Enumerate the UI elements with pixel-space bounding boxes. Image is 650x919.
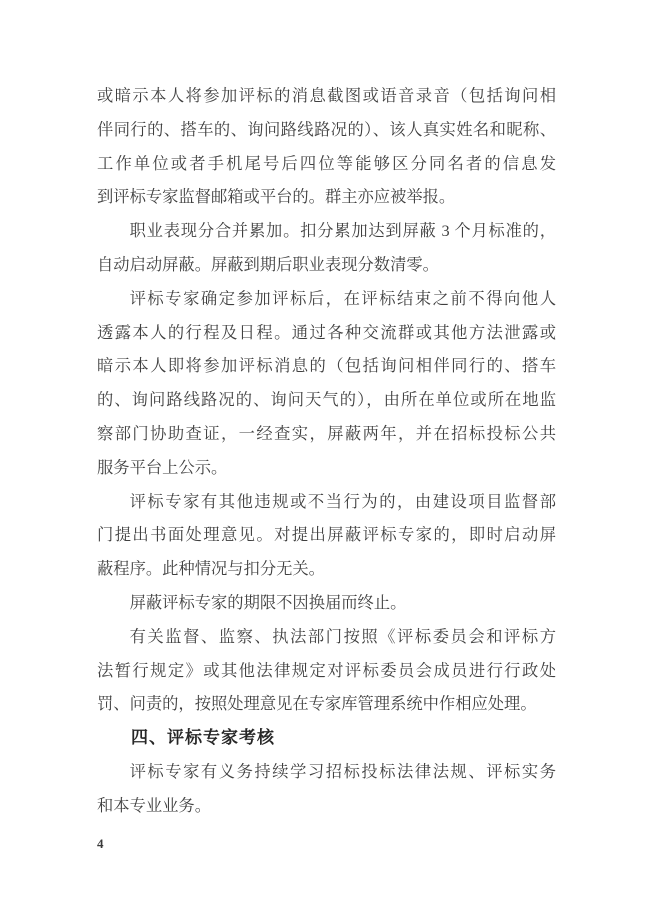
paragraph-line: 的、询问路线路况的、询问天气的），由所在单位或所在地监 bbox=[97, 390, 556, 410]
paragraph-line: 暗示本人即将参加评标消息的（包括询问相伴同行的、搭车 bbox=[97, 356, 556, 376]
paragraph-line: 评标专家有其他违规或不当行为的，由建设项目监督部 bbox=[129, 491, 556, 511]
document-text bbox=[97, 79, 556, 823]
paragraph-line: 有关监督、监察、执法部门按照《评标委员会和评标方 bbox=[129, 626, 556, 646]
paragraph-line: 或暗示本人将参加评标的消息截图或语音录音（包括询问相 bbox=[97, 86, 556, 105]
paragraph-line: 工作单位或者手机尾号后四位等能够区分同名者的信息发 bbox=[97, 153, 556, 173]
paragraph-line: 评标专家有义务持续学习招标投标法律法规、评标实务 bbox=[129, 761, 556, 781]
section-heading: 四、评标专家考核 bbox=[131, 728, 275, 748]
paragraph-line: 和本专业业务。 bbox=[97, 795, 211, 815]
page-number: 4 bbox=[97, 836, 104, 851]
paragraph-line: 服务平台上公示。 bbox=[97, 457, 228, 477]
paragraph-line: 察部门协助查证，一经查实，屏蔽两年，并在招标投标公共 bbox=[97, 423, 556, 443]
paragraph-line: 自动启动屏蔽。屏蔽到期后职业表现分数清零。 bbox=[97, 254, 439, 274]
paragraph-line: 罚、问责的，按照处理意见在专家库管理系统中作相应处理。 bbox=[97, 694, 537, 714]
paragraph-line: 透露本人的行程及日程。通过各种交流群或其他方法泄露或 bbox=[97, 322, 556, 342]
paragraph-line: 法暂行规定》或其他法律规定对评标委员会成员进行行政处 bbox=[97, 660, 556, 680]
paragraph-line: 评标专家确定参加评标后，在评标结束之前不得向他人 bbox=[129, 288, 556, 308]
paragraph-line: 伴同行的、搭车的、询问路线路况的）、该人真实姓名和昵称、 bbox=[97, 119, 556, 139]
paragraph-line: 到评标专家监督邮箱或平台的。群主亦应被举报。 bbox=[97, 187, 456, 207]
paragraph-line: 门提出书面处理意见。对提出屏蔽评标专家的，即时启动屏 bbox=[97, 525, 556, 545]
paragraph-line: 蔽程序。此种情况与扣分无关。 bbox=[97, 559, 325, 579]
paragraph-line: 职业表现分合并累加。扣分累加达到屏蔽 3 个月标准的， bbox=[129, 221, 556, 241]
paragraph-line: 屏蔽评标专家的期限不因换届而终止。 bbox=[129, 592, 407, 612]
